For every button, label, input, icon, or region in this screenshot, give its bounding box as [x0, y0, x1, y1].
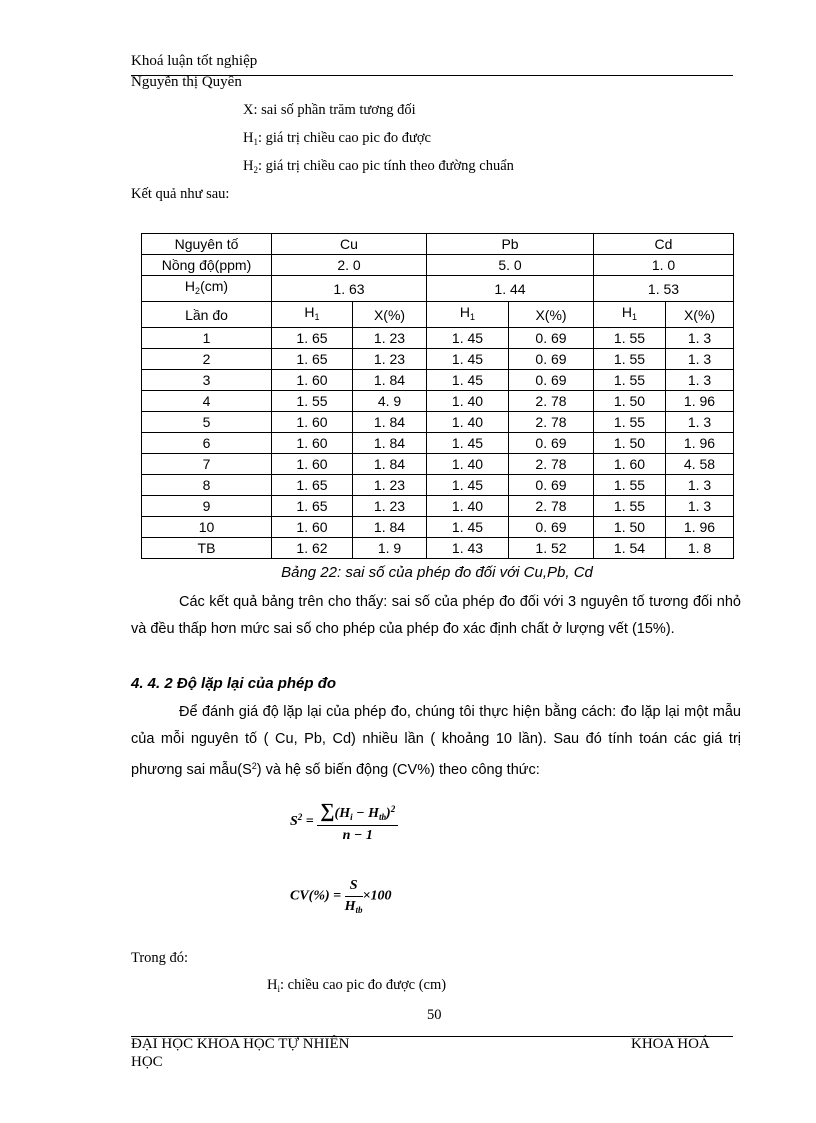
- trial-cell: 2: [142, 349, 272, 370]
- table-row: [142, 433, 734, 454]
- label-concentration: Nồng độ(ppm): [142, 255, 272, 276]
- definition-h1: $H_1$: giá trị chiều cao pic đo được: [243, 130, 431, 147]
- trial-cell: 9: [142, 496, 272, 517]
- value-cell: 1. 50: [594, 517, 666, 538]
- value-cell: 1. 3: [666, 328, 734, 349]
- paragraph-results: Các kết quả bảng trên cho thấy: sai số của phép đo đối với 3 nguyên tố tương đối nhỏ và đều thấp hơn mức sai số cho phép của phép đo xác định chất ở lượng vết (15%).: [131, 594, 741, 637]
- value-cell: 1. 96: [666, 433, 734, 454]
- table-row: [142, 454, 734, 475]
- definition-x: X: sai số phần trăm tương đối: [243, 102, 416, 118]
- value-cell: 1. 40: [427, 454, 509, 475]
- value-cell: 1. 45: [427, 433, 509, 454]
- value-cell: 1. 3: [666, 475, 734, 496]
- label-element: Nguyên tố: [142, 234, 272, 255]
- value-cell: 1. 60: [594, 454, 666, 475]
- trial-cell: 8: [142, 475, 272, 496]
- value-cell: 1. 45: [427, 349, 509, 370]
- value-cell: 0. 69: [509, 517, 594, 538]
- col-x: X(%): [353, 302, 427, 328]
- table-row: [142, 496, 734, 517]
- table-row: [142, 412, 734, 433]
- trial-cell: 5: [142, 412, 272, 433]
- h2-cu: 1. 63: [272, 276, 427, 302]
- value-cell: 1. 55: [594, 475, 666, 496]
- value-cell: 1. 40: [427, 496, 509, 517]
- trial-cell: 1: [142, 328, 272, 349]
- value-cell: 1. 60: [272, 454, 353, 475]
- element-cu: Cu: [272, 234, 427, 255]
- col-h1: $H_1$: [594, 302, 666, 328]
- value-cell: 1. 40: [427, 412, 509, 433]
- value-cell: 1. 55: [594, 412, 666, 433]
- label-h2: $H_2(cm)$: [142, 276, 272, 302]
- error-table: [141, 233, 734, 559]
- value-cell: 1. 45: [427, 517, 509, 538]
- value-cell: 1. 23: [353, 475, 427, 496]
- table-row: [142, 517, 734, 538]
- paragraph-method: Để đánh giá độ lặp lại của phép đo, chúng tôi thực hiện bằng cách: đo lặp lại một mẫu của mỗi nguyên tố ( Cu, Pb, Cd) nhiều lần ( khoảng 10 lần). Sau đó tính toán các giá trị phương sai $mẫu(S^2)$ và hệ số biến động (CV%) theo công thức:: [131, 704, 741, 778]
- concentration-cd: 1. 0: [594, 255, 734, 276]
- value-cell: 2. 78: [509, 412, 594, 433]
- formula-variance: $S^2$ = $\frac{\sum(H_i - H_{tb})^2}{n - 1}$: [290, 800, 398, 844]
- where-label: Trong đó:: [131, 950, 189, 966]
- value-cell: 1. 84: [353, 370, 427, 391]
- element-pb: Pb: [427, 234, 594, 255]
- value-cell: 2. 78: [509, 454, 594, 475]
- value-cell: 1. 55: [594, 349, 666, 370]
- trial-cell: 10: [142, 517, 272, 538]
- value-cell: 1. 9: [353, 538, 427, 559]
- element-cd: Cd: [594, 234, 734, 255]
- value-cell: 1. 54: [594, 538, 666, 559]
- footer-right: KHOA HOÁ: [631, 1036, 710, 1052]
- value-cell: 2. 78: [509, 496, 594, 517]
- footer-left-1: ĐẠI HỌC KHOA HỌC TỰ NHIÊN: [131, 1036, 350, 1052]
- value-cell: 1. 23: [353, 328, 427, 349]
- col-h1: $H_1$: [427, 302, 509, 328]
- table-row: [142, 349, 734, 370]
- value-cell: 1. 96: [666, 517, 734, 538]
- col-x: X(%): [666, 302, 734, 328]
- value-cell: 4. 58: [666, 454, 734, 475]
- value-cell: 0. 69: [509, 370, 594, 391]
- value-cell: 1. 84: [353, 412, 427, 433]
- trial-cell: 3: [142, 370, 272, 391]
- concentration-pb: 5. 0: [427, 255, 594, 276]
- value-cell: 1. 60: [272, 370, 353, 391]
- section-title: 4. 4. 2 Độ lặp lại của phép đo: [131, 675, 337, 692]
- table-row-element: [142, 234, 734, 255]
- definition-h2: $H_2$: giá trị chiều cao pic tính theo đường chuẩn: [243, 158, 514, 175]
- h2-cd: 1. 53: [594, 276, 734, 302]
- value-cell: 1. 65: [272, 475, 353, 496]
- value-cell: 1. 60: [272, 412, 353, 433]
- table-caption: Bảng 22: sai số của phép đo đối với Cu,Pb, Cd: [281, 564, 593, 581]
- value-cell: 1. 3: [666, 349, 734, 370]
- value-cell: 1. 3: [666, 412, 734, 433]
- value-cell: 1. 84: [353, 517, 427, 538]
- value-cell: 4. 9: [353, 391, 427, 412]
- value-cell: 1. 50: [594, 433, 666, 454]
- col-x: X(%): [509, 302, 594, 328]
- table-row: [142, 328, 734, 349]
- value-cell: 1. 65: [272, 328, 353, 349]
- table-row-subheader: [142, 302, 734, 328]
- header-title: Khoá luận tốt nghiệp: [131, 53, 258, 69]
- footer-left-2: HỌC: [131, 1054, 163, 1070]
- value-cell: 1. 60: [272, 517, 353, 538]
- formula-cv: CV(%) = $\frac{S}{H_{tb}}$ ×100: [290, 878, 392, 915]
- label-trial: Lần đo: [142, 302, 272, 328]
- trial-cell: 4: [142, 391, 272, 412]
- table-row: [142, 391, 734, 412]
- table-row: [142, 538, 734, 559]
- table-row: [142, 475, 734, 496]
- value-cell: 2. 78: [509, 391, 594, 412]
- concentration-cu: 2. 0: [272, 255, 427, 276]
- value-cell: 1. 8: [666, 538, 734, 559]
- value-cell: 1. 50: [594, 391, 666, 412]
- table-row-h2: [142, 276, 734, 302]
- page-number: 50: [427, 1007, 442, 1023]
- value-cell: 0. 69: [509, 328, 594, 349]
- value-cell: 1. 55: [594, 370, 666, 391]
- value-cell: 1. 45: [427, 328, 509, 349]
- value-cell: 1. 62: [272, 538, 353, 559]
- value-cell: 1. 65: [272, 496, 353, 517]
- value-cell: 1. 84: [353, 454, 427, 475]
- value-cell: 1. 45: [427, 370, 509, 391]
- trial-cell: 6: [142, 433, 272, 454]
- value-cell: 1. 3: [666, 496, 734, 517]
- trial-cell: TB: [142, 538, 272, 559]
- value-cell: 1. 96: [666, 391, 734, 412]
- value-cell: 1. 55: [272, 391, 353, 412]
- value-cell: 1. 52: [509, 538, 594, 559]
- value-cell: 1. 65: [272, 349, 353, 370]
- col-h1: $H_1$: [272, 302, 353, 328]
- value-cell: 1. 23: [353, 349, 427, 370]
- value-cell: 0. 69: [509, 433, 594, 454]
- value-cell: 0. 69: [509, 475, 594, 496]
- value-cell: 1. 43: [427, 538, 509, 559]
- header-author: Nguyễn thị Quyên: [131, 74, 242, 90]
- h2-pb: 1. 44: [427, 276, 594, 302]
- result-intro: Kết quả như sau:: [131, 186, 230, 202]
- table-row: [142, 370, 734, 391]
- value-cell: 1. 40: [427, 391, 509, 412]
- value-cell: 1. 60: [272, 433, 353, 454]
- value-cell: 1. 55: [594, 496, 666, 517]
- value-cell: 1. 3: [666, 370, 734, 391]
- value-cell: 0. 69: [509, 349, 594, 370]
- value-cell: 1. 45: [427, 475, 509, 496]
- table-row-concentration: [142, 255, 734, 276]
- value-cell: 1. 84: [353, 433, 427, 454]
- where-item-hi: $H_i$: chiều cao pic đo được (cm): [267, 977, 447, 994]
- value-cell: 1. 55: [594, 328, 666, 349]
- value-cell: 1. 23: [353, 496, 427, 517]
- trial-cell: 7: [142, 454, 272, 475]
